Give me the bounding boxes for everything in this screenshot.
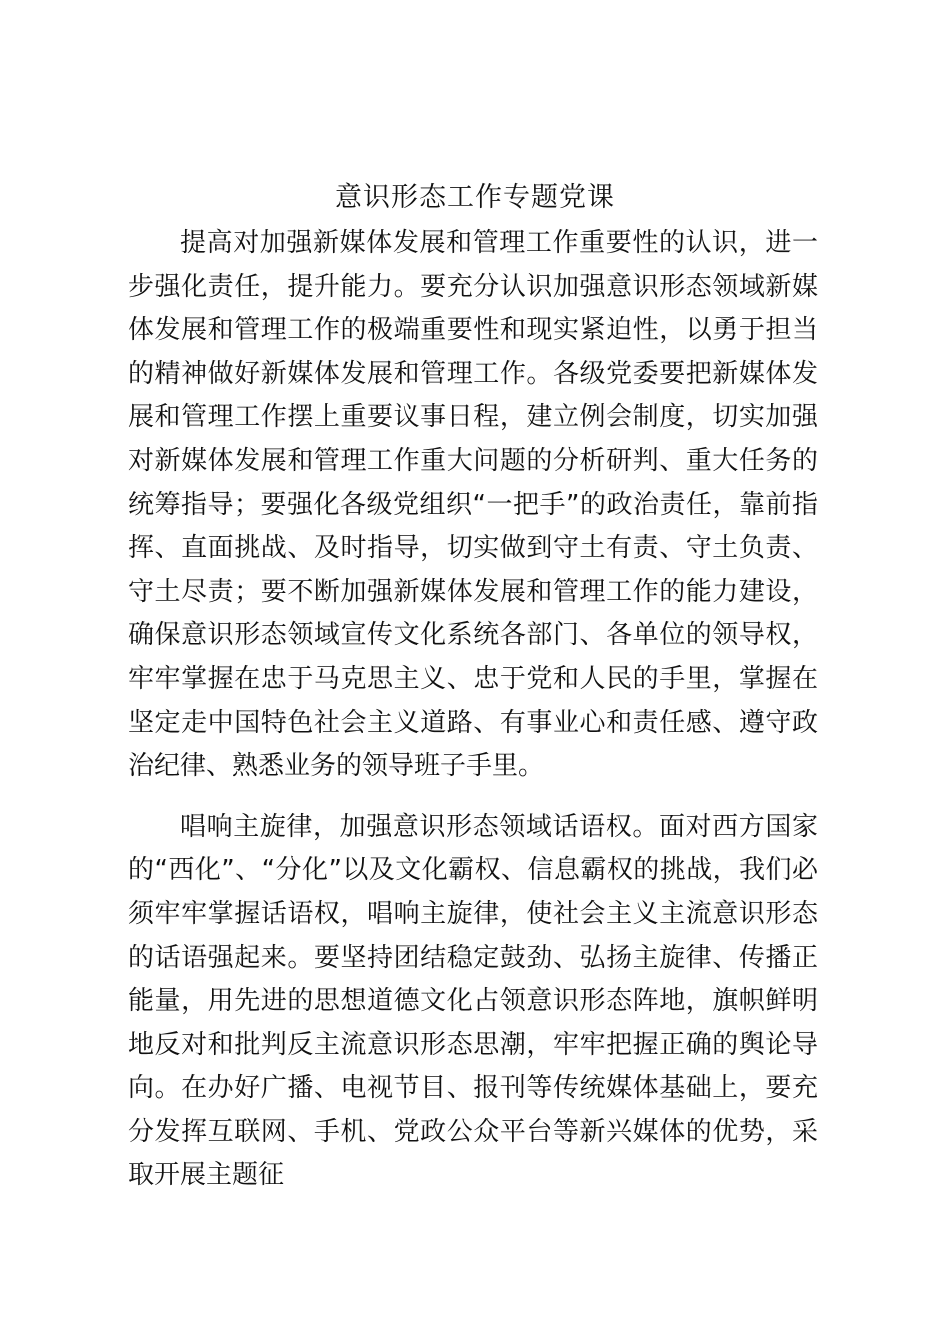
document-body	[128, 222, 818, 1198]
document-title: 意识形态工作专题党课	[335, 182, 615, 213]
paragraph-1: 提高对加强新媒体发展和管理工作重要性的认识，进一步强化责任，提升能力。要充分认识加强意识形态领域新媒体发展和管理工作的极端重要性和现实紧迫性，以勇于担当的精神做好新媒体发展和管理工作。各级党委要把新媒体发展和管理工作摆上重要议事日程，建立例会制度，切实加强对新媒体发展和管理工作重大问题的分析研判、重大任务的统筹指导；要强化各级党组织“一把手”的政治责任，靠前指挥、直面挑战、及时指导，切实做到守土有责、守土负责、守土尽责；要不断加强新媒体发展和管理工作的能力建设，确保意识形态领域宣传文化系统各部门、各单位的领导权，牢牢掌握在忠于马克思主义、忠于党和人民的手里，掌握在坚定走中国特色社会主义道路、有事业心和责任感、遵守政治纪律、熟悉业务的领导班子手里。	[128, 228, 818, 782]
paragraph-2: 唱响主旋律，加强意识形态领域话语权。面对西方国家的“西化”、“分化”以及文化霸权、信息霸权的挑战，我们必须牢牢掌握话语权，唱响主旋律，使社会主义主流意识形态的话语强起来。要坚持团结稳定鼓劲、弘扬主旋律、传播正能量，用先进的思想道德文化占领意识形态阵地，旗帜鲜明地反对和批判反主流意识形态思潮，牢牢把握正确的舆论导向。在办好广播、电视节目、报刊等传统媒体基础上，要充分发挥互联网、手机、党政公众平台等新兴媒体的优势，采取开展主题征	[128, 811, 818, 1191]
